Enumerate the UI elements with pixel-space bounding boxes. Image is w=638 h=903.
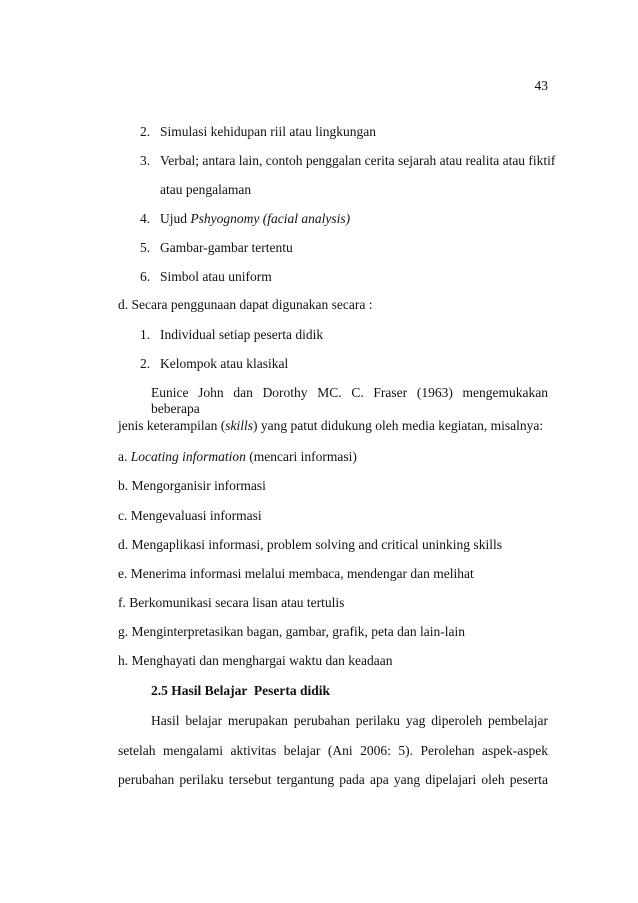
page-number: 43 [534,78,548,93]
paragraph-line: setelah mengalami aktivitas belajar (Ani 2006: 5). Perolehan aspek-aspek [118,743,548,758]
skill-text: (mencari informasi) [245,449,357,464]
text: jenis keterampilan ( [118,418,226,433]
list-item [140,327,570,343]
paragraph-line: Eunice John dan Dorothy MC. C. Fraser (1963) mengemukakan beberapa [151,385,548,416]
list-item [140,211,570,227]
list-item [140,240,570,256]
list-number: 5. [140,240,151,255]
list-number: 3. [140,153,151,168]
list-text: Ujud [160,211,191,226]
skill-item: c. Mengevaluasi informasi [118,508,262,523]
list-text: Verbal; antara lain, contoh penggalan cerita sejarah atau realita atau fiktif [160,153,556,168]
list-text: Gambar-gambar tertentu [160,240,293,255]
list-number: 4. [140,211,151,226]
skill-italic: Locating information [130,449,246,464]
list-item [140,269,570,285]
skill-item: g. Menginterpretasikan bagan, gambar, grafik, peta dan lain-lain [118,624,465,639]
skill-item: d. Mengaplikasi informasi, problem solving and critical uninking skills [118,537,502,552]
paragraph-line [118,418,548,434]
list-text-italic: Pshyognomy (facial analysis) [190,211,351,226]
list-item [140,124,570,140]
list-number: 6. [140,269,151,284]
list-text: Simbol atau uniform [160,269,272,284]
list-item-continuation: atau pengalaman [160,182,252,197]
list-text: Simulasi kehidupan riil atau lingkungan [160,124,376,139]
list-text: Kelompok atau klasikal [160,356,289,371]
skill-item: h. Menghayati dan menghargai waktu dan keadaan [118,653,393,668]
text: ) yang patut didukung oleh media kegiatan, misalnya: [252,418,544,433]
skill-item [118,449,548,465]
list-number: 1. [140,327,151,342]
text-italic: skills [225,418,253,433]
list-number: 2. [140,124,151,139]
section-d: d. Secara penggunaan dapat digunakan secara : [118,297,373,312]
list-number: 2. [140,356,151,371]
paragraph-line: Hasil belajar merupakan perubahan perilaku yag diperoleh pembelajar [151,713,548,728]
list-item [140,356,570,372]
skill-item: e. Menerima informasi melalui membaca, mendengar dan melihat [118,566,474,581]
paragraph-line: perubahan perilaku tersebut tergantung pada apa yang dipelajari oleh peserta [118,772,548,787]
skill-item: b. Mengorganisir informasi [118,478,266,493]
list-text: Individual setiap peserta didik [160,327,324,342]
skill-prefix: a. [118,449,131,464]
skill-item: f. Berkomunikasi secara lisan atau tertulis [118,595,345,610]
section-heading: 2.5 Hasil Belajar Peserta didik [151,683,330,698]
list-item [140,153,570,169]
